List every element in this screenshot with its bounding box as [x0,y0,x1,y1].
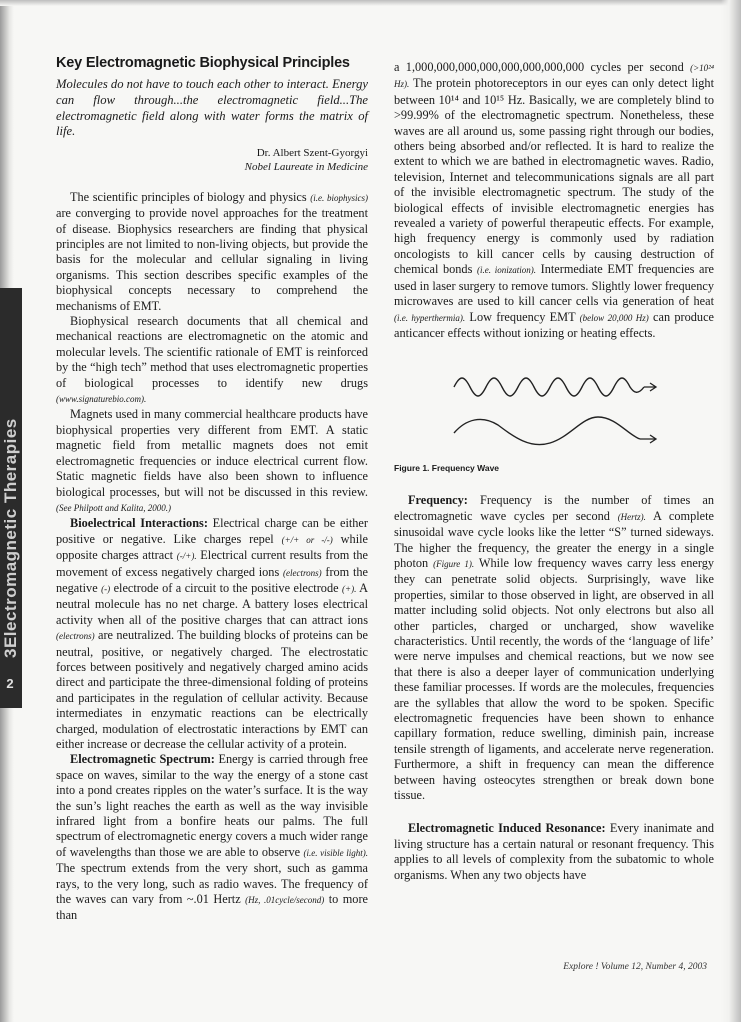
quote-attribution [56,146,368,174]
frequency-wave-figure [394,359,714,475]
low-frequency-wave [454,417,640,445]
paragraph-magnets: Magnets used in many commercial healthcare products have biophysical properties very different from EMT. A static magnetic field from metallic magnets does not emit electromagnetic frequencies or induce electrical current flow. Static magnetic fields have also been shown to influence biological processes, but will not be discussed in this review. (See Philpott and Kalita, 2000.) [56,407,368,513]
inline-note: (i.e. biophysics) [310,192,368,203]
figure-caption: Figure 1. Frequency Wave [394,463,500,474]
section-tab-label: 3Electromagnetic Therapies [1,418,20,658]
low-frequency-arrowhead [640,435,656,443]
section-heading-spectrum: Electromagnetic Spectrum: [70,752,215,767]
article-title: Key Electromagnetic Biophysical Principles [56,55,350,71]
section-heading-resonance: Electromagnetic Induced Resonance: [408,821,606,836]
paragraph-bioelectrical: Bioelectrical Interactions: Electrical charge can be either positive or negative. Like charges repel (+/+ or -/-) while opposite charges attract (-/+). Electrical current results from the movement of excess negatively charged ions (electrons) from the negative (-) electrode of a circuit to the positive electrode (+). A neutral molecule has no net charge. A battery loses electrical activity when all of the positive charges that can attract ions (electrons) are neutralized. The building blocks of proteins can be neutral, positive, or negatively charged. The electrostatic forces between positively and negatively charged amino acids direct and participate the three-dimensional folding of proteins and participates in the regulation of cellular activity. Because intermediates in enzymatic reactions can be electrically charged, modulation of electrostatic interactions by EMT can either increase or decrease the cellular activity of a protein. [56,516,369,751]
left-column [56,56,368,924]
paragraph-biophysical-research: Biophysical research documents that all chemical and mechanical reactions are electromagnetic on the atomic and molecular levels. The scientific rationale of EMT is reinforced by the “high tech” method that uses electromagnetic properties of biological processes to identify new drugs (www.signaturebio.com). [56,314,368,405]
high-frequency-wave [454,378,644,396]
page-footer: Explore ! Volume 12, Number 4, 2003 [563,962,707,972]
paragraph-spectrum: Electromagnetic Spectrum: Energy is carried through free space on waves, similar to the way the energy of a stone cast into a pond creates ripples on the water’s surface. It is the way the sun’s light reaches the earth as well as the way invisible infrared light from a bonfire heats our palms. The full spectrum of electromagnetic energy covers a much wider range of wavelengths than those we are able to observe (i.e. visible light). The spectrum extends from the very short, such as gamma rays, to the very long, such as radio waves. The frequency of the waves can vary from ~.01 Hertz (Hz, .01cycle/second) to more than [56,752,369,923]
paragraph-spectrum-continued: a 1,000,000,000,000,000,000,000,000 cycles per second (>10²⁴ Hz). The protein photoreceptors in our eyes can only detect light between 10¹⁴ and 10¹⁵ Hz. Basically, we are completely blind to >99.99% of the electromagnetic spectrum. Nonetheless, these waves are all around us, some passing right through our bodies, others being absorbed and/or reflected. It is hard to realize the extent to which we are bathed in electromagnetic waves. Radio, television, Internet and telecommunications signals are all part of the invisible electromagnetic spectrum. The study of the biological effects of invisible electromagnetic energies has revealed a variety of powerful therapeutic effects. For example, high frequency energy is commonly used by radiation oncologists to kill cancer cells by causing destruction of chemical bonds (i.e. ionization). Intermediate EMT frequencies are used in laser surgery to remove tumors. Slightly lower frequency microwaves are used to kill cancer cells via generation of heat (i.e. hyperthermia). Low frequency EMT (below 20,000 Hz) can produce anticancer effects without ionizing or heating effects. [394,60,714,340]
inline-note: (See Philpott and Kalita, 2000.) [56,502,171,513]
inline-note: (www.signaturebio.com). [56,394,147,405]
paragraph-frequency: Frequency: Frequency is the number of times an electromagnetic wave cycles per second (Hertz). A complete sinusoidal wave cycle looks like the letter “S” turned sideways. The higher the frequency, the greater the energy in a single photon (Figure 1). While low frequency waves carry less energy they can penetrate solid objects. Surprisingly, wave like properties, similar to those observed in light, are observed in all matter including solid objects. Not only electrons but also all other particles, charged or uncharged, show wavelike characteristics. Until recently, the words of the ‘language of life’ were nerve impulses and chemical reactions, but we now see that there is also a deeper layer of communication underlying these familiar processes. If words are the molecules, frequencies are the syllables that allow the word to be spoken. Specific electromagnetic frequencies have been shown to enhance capillary formation, reduce swelling, diminish pain, increase tensile strength of ligaments, and accelerate nerve regeneration. Furthermore, a shift in frequency can mean the difference between having osteocytes strengthen or break down bone tissue. [394,493,714,803]
page-top-shadow [0,0,741,6]
quote-author: Dr. Albert Szent-Gyorgyi [256,146,368,159]
paragraph-resonance: Electromagnetic Induced Resonance: Every inanimate and living structure has a certain natural or resonant frequency. This applies to all levels of complexity from the subatomic to whole organisms. When any two objects have [394,821,715,882]
frequency-wave-illustration [394,359,714,459]
quote-affiliation: Nobel Laureate in Medicine [244,160,368,173]
epigraph-quote: Molecules do not have to touch each other to interact. Energy can flow through...the electromagnetic field...The electromagnetic field along with water forms the matrix of life. [56,77,368,139]
page-right-shadow [721,0,741,1022]
section-heading-frequency: Frequency: [408,493,468,508]
right-column [394,60,714,883]
high-frequency-arrowhead [644,383,656,391]
paragraph-intro: The scientific principles of biology and physics (i.e. biophysics) are converging to provide novel approaches for the treatment of disease. Biophysics researchers are finding that physical principles are not limited to non-living objects, but provide the basis for the molecular and cellular signaling in living organisms. This section describes specific examples of the biophysical concepts necessary to comprehend the mechanisms of EMT. [56,189,368,313]
section-tab-number: 2 [6,676,14,691]
section-heading-bioelectrical: Bioelectrical Interactions: [70,516,208,531]
